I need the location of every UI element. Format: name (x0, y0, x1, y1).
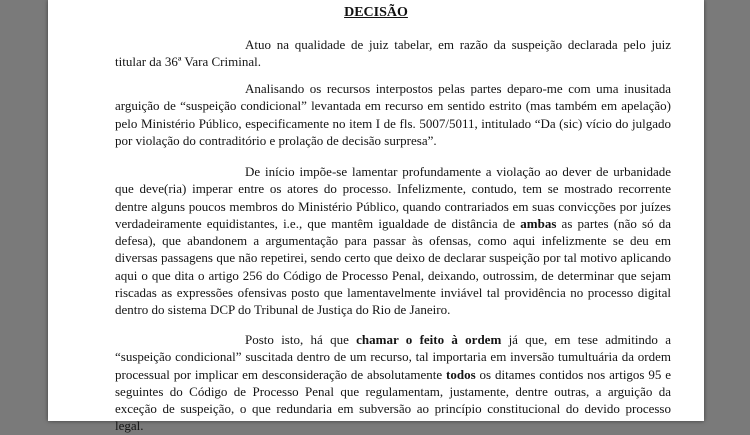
text-run: Atuo na qualidade de juiz tabelar, em razão da suspeição declarada pelo juiz titular da 36ª Vara Criminal. (115, 37, 671, 70)
paragraph-4 (115, 331, 671, 435)
text-run: Analisando os recursos interpostos pelas partes deparo-me com uma inusitada arguição de “suspeição condicional” levantada em recurso em sentido estrito (mas também em apelação) pelo Ministério Público, especificamente no item I de fls. 5007/5011, intitulado “Da (sic) vício do julgado por violação do contraditório e prolação de decisão surpresa”. (115, 81, 671, 148)
bold-text: todos (446, 366, 476, 382)
paragraph-2 (115, 80, 671, 149)
text-run: De início impõe-se lamentar profundamente a violação ao dever de urbanidade que deve(ria) imperar entre os atores do processo. Infelizmente, contudo, tem se mostrado recorrente dentre alguns poucos membros do Ministério Público, quando contrariados em suas convicções por juízes verdadeiramente equidistantes, i.e., que mantêm igualdade de distância de (115, 164, 671, 231)
text-run: as partes (não só da defesa), que abandonem a argumentação para passar às ofensas, como aqui infelizmente se deu em diversas passagens que não repetirei, sendo certo que deixo de declarar suspeição por tal motivo aplicando aqui o que dita o artigo 256 do Código de Processo Penal, deixando, outrossim, de determinar que sejam riscadas as expressões ofensivas posto que lamentavelmente inviável tal providência no processo digital dentro do sistema DCP do Tribunal de Justiça do Rio de Janeiro. (115, 215, 671, 318)
text-run: já que, em tese admitindo a “suspeição condicional” suscitada dentro de um recurso, tal importaria em inversão tumultuária da ordem processual por implicar em desconsideração de absolutamente (115, 332, 671, 382)
document-title: DECISÃO (344, 5, 408, 20)
paragraph-3 (115, 163, 671, 319)
text-run: os ditames contidos nos artigos 95 e seguintes do Código de Processo Penal que regulamentam, justamente, dentre outras, a arguição da exceção de suspeição, o que redundaria em subversão ao princípio constitucional do devido processo legal. (115, 366, 671, 434)
bold-text: chamar o feito à ordem (356, 332, 502, 347)
text-run: Posto isto, há que (245, 332, 357, 347)
bold-text: ambas (520, 215, 557, 231)
document-page (48, 0, 704, 434)
paragraph-1 (115, 36, 671, 71)
